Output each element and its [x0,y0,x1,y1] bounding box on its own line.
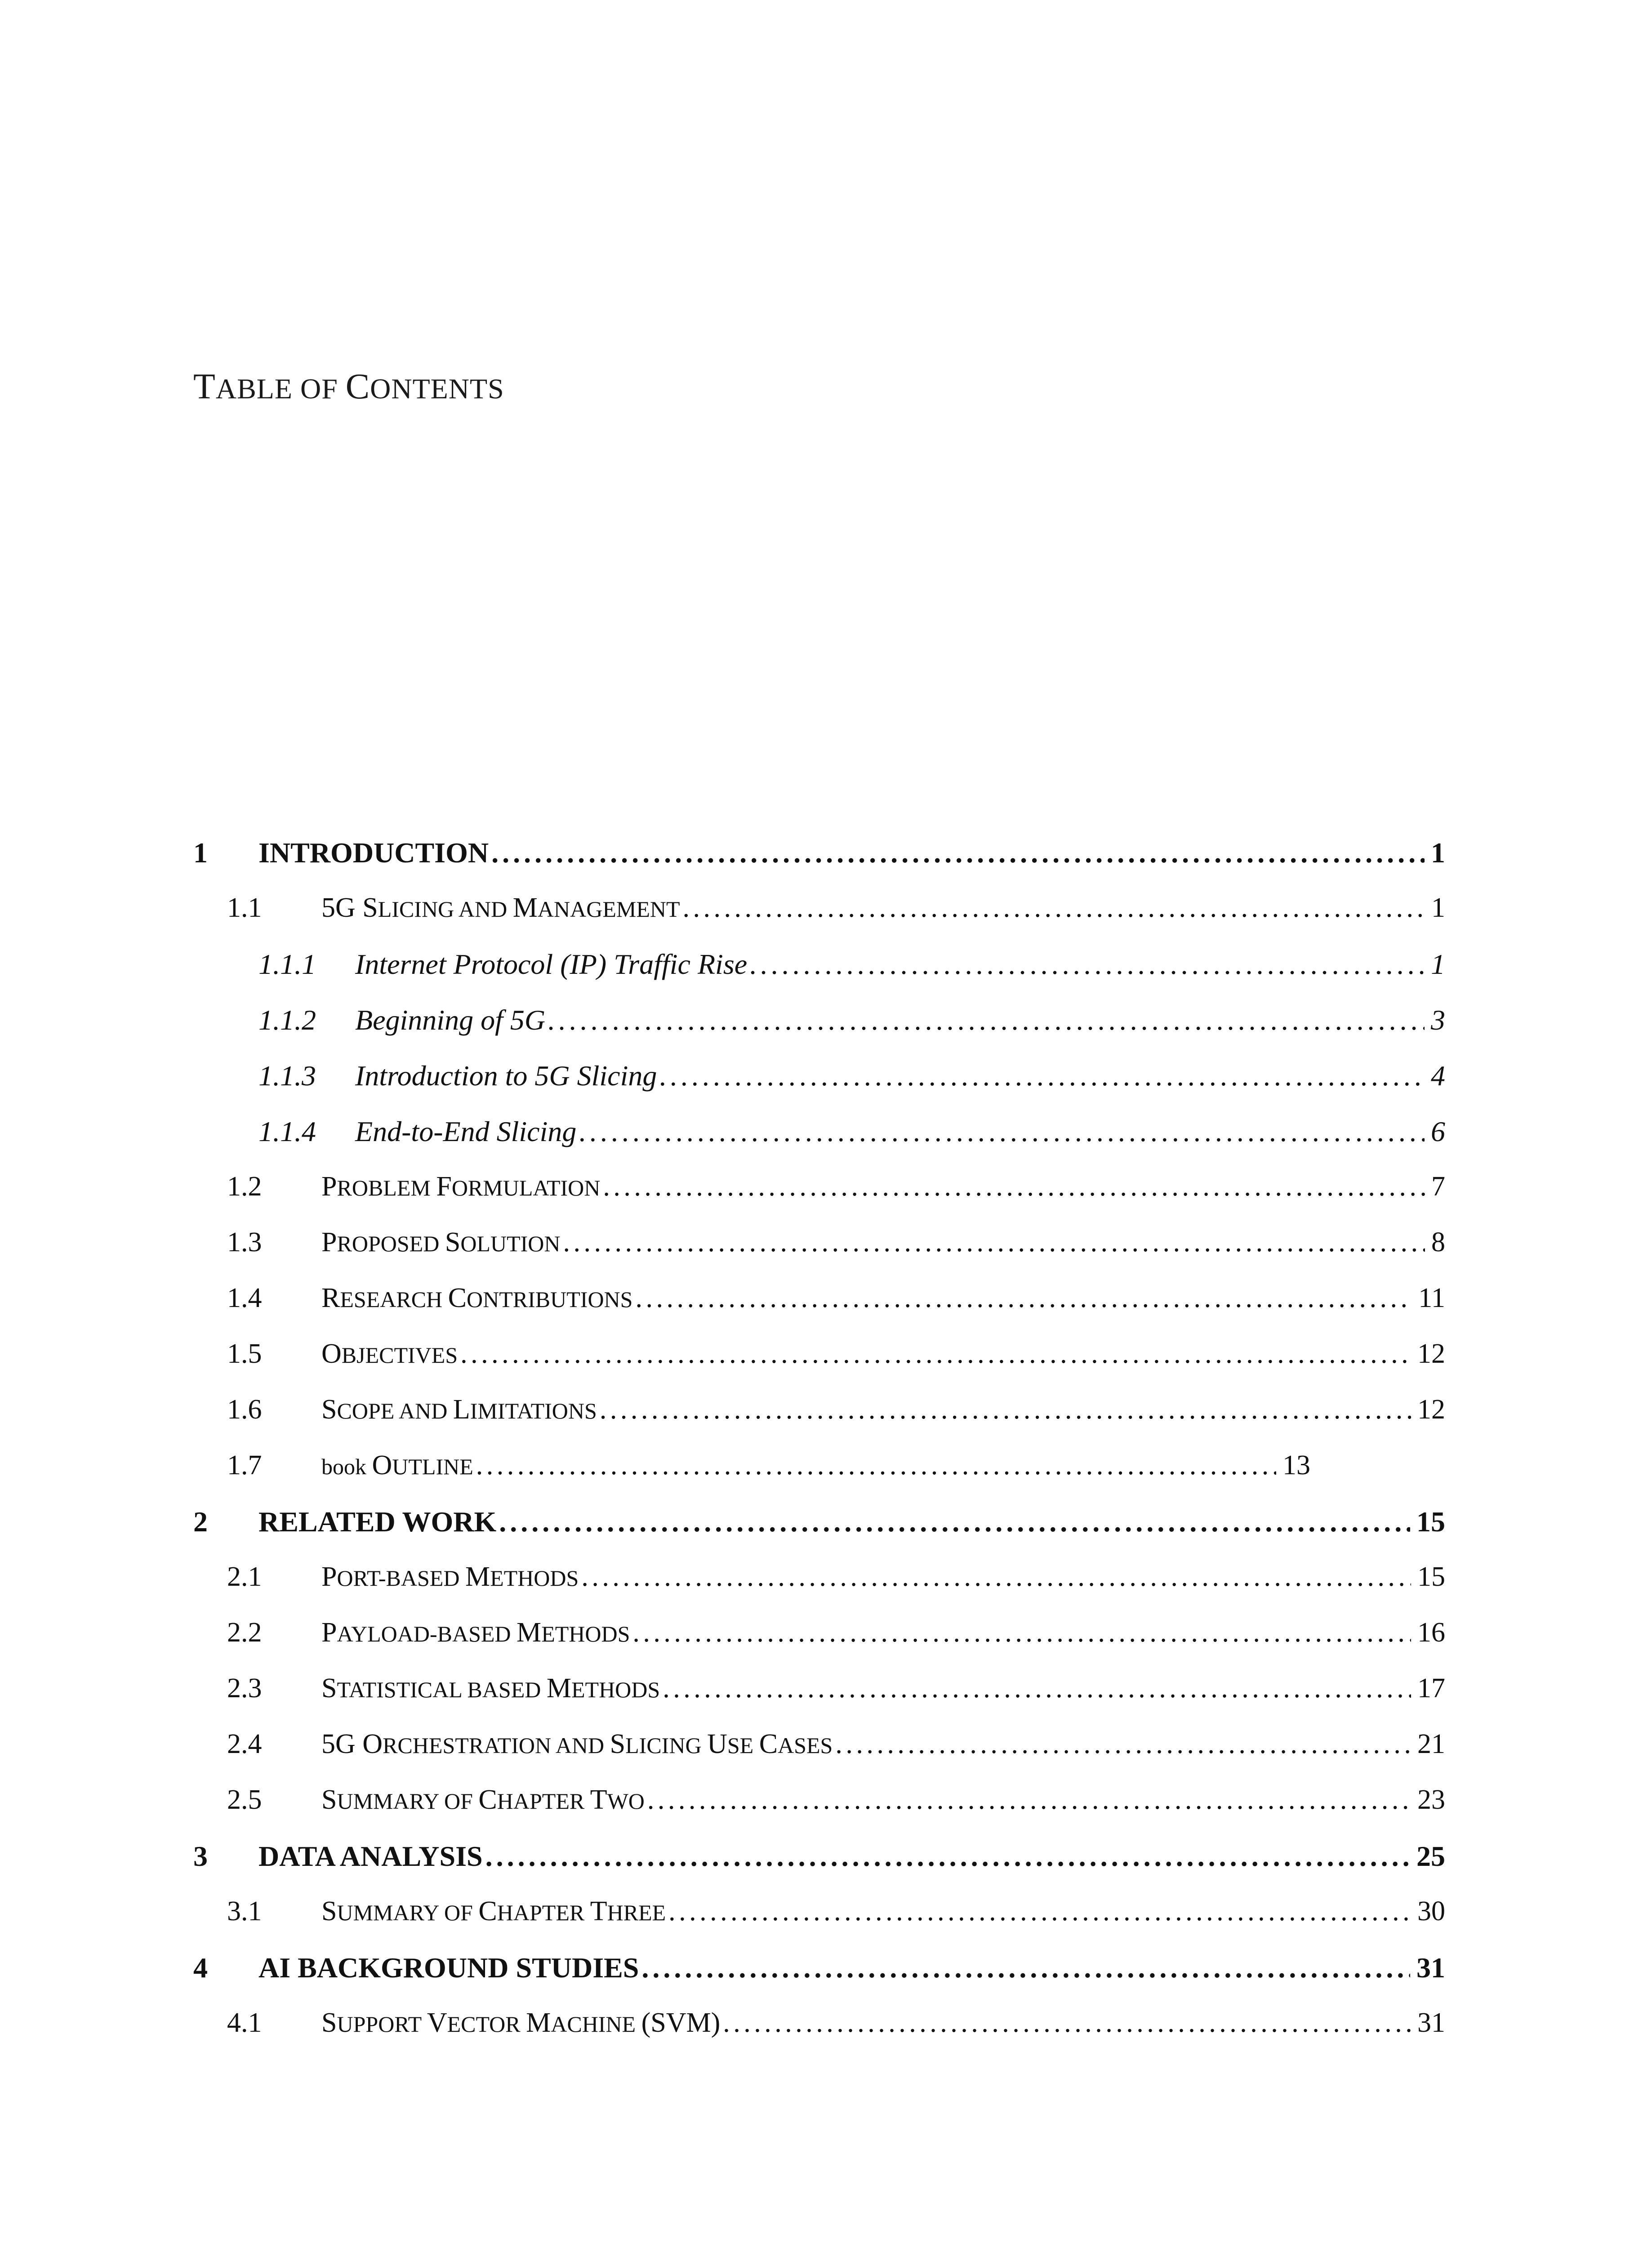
toc-title-initial: S [321,1896,337,1927]
toc-entry-number: 2.2 [227,1617,262,1648]
toc-page-number: 16 [1417,1617,1445,1648]
toc-title-initial: O [362,1729,383,1759]
toc-title-initial: C [448,1283,467,1313]
toc-title-initial: S [321,1784,337,1815]
toc-entry-number: 1.2 [227,1171,262,1202]
toc-entry-number: 1.1.3 [258,1060,316,1092]
toc-page-number: 8 [1431,1227,1445,1258]
toc-entry-number: 1.1.1 [258,948,316,980]
toc-entry-title: AI BACKGROUND STUDIES [258,1952,639,1984]
toc-dot-leader [563,1227,1425,1258]
page-title [193,369,504,405]
toc-title-smallcaps: IMITATIONS [470,1398,597,1423]
toc-title-suffix: (SVM) [641,2007,721,2038]
toc-entry-title: INTRODUCTION [258,837,489,869]
toc-title-smallcaps: UMMARY OF [337,1789,479,1814]
toc-entry-number: 4 [193,1952,208,1984]
toc-entry-title [321,1282,632,1314]
toc-title-smallcaps: ETHODS [541,1621,630,1646]
toc-title-initial: S [445,1227,461,1258]
toc-dot-leader [641,1951,1410,1985]
title-smallcaps-contents: ONTENTS [370,373,504,405]
toc-entry-title [321,1617,630,1649]
toc-title-initial: M [526,2007,551,2038]
toc-page-number: 21 [1417,1729,1445,1759]
toc-title-initial: R [321,1283,340,1313]
toc-title-smallcaps: ONTRIBUTIONS [467,1287,633,1312]
toc-entry-title [321,1561,579,1593]
toc-section-row[interactable] [0,1784,1652,1840]
toc-dot-leader [603,1171,1425,1203]
toc-page-number: 6 [1431,1115,1445,1147]
toc-title-initial: C [478,1896,497,1927]
toc-page-number: 12 [1417,1338,1445,1369]
toc-subsection-row[interactable] [0,1115,1652,1171]
toc-title-smallcaps: RCHESTRATION AND [383,1733,610,1758]
toc-entry-title [321,1171,600,1203]
toc-entry-title: Internet Protocol (IP) Traffic Rise [355,948,748,980]
toc-entry-number: 1.5 [227,1338,262,1369]
toc-dot-leader [635,1282,1412,1314]
toc-entry-title: Introduction to 5G Slicing [355,1060,657,1092]
toc-dot-leader [600,1394,1411,1426]
toc-entry-title: Beginning of 5G [355,1004,546,1036]
toc-dot-leader [659,1059,1425,1093]
toc-dot-leader [632,1617,1411,1649]
toc-page-number: 1 [1431,892,1445,923]
toc-page-number: 1 [1431,948,1445,980]
toc-title-smallcaps: ESEARCH [340,1287,448,1312]
toc-entry-title [321,1227,560,1258]
toc-entry-title [321,1673,660,1704]
toc-subsection-row[interactable] [0,1059,1652,1115]
toc-entry-title [321,1338,458,1370]
toc-dot-leader [548,1004,1425,1037]
toc-title-smallcaps: BJECTIVES [341,1343,458,1368]
toc-entry-number: 2.3 [227,1673,262,1704]
toc-title-smallcaps: ACHINE [551,2012,641,2037]
title-initial-t: T [193,367,216,406]
toc-page-number: 4 [1431,1060,1445,1092]
toc-title-smallcaps: WO [607,1789,645,1814]
toc-title-initial: T [590,1784,607,1815]
toc-section-row[interactable] [0,1338,1652,1394]
toc-section-row[interactable] [0,1282,1652,1338]
toc-title-prefix: book [321,1454,372,1479]
toc-title-initial: S [610,1729,626,1759]
toc-entry-number: 1.4 [227,1283,262,1313]
toc-title-smallcaps: ECTOR [447,2012,526,2037]
toc-page-number: 3 [1431,1004,1445,1036]
toc-title-smallcaps: LICING [625,1733,708,1758]
toc-page-number: 15 [1417,1561,1445,1592]
toc-title-smallcaps: UMMARY OF [337,1900,479,1925]
toc-title-initial: M [517,1617,542,1648]
toc-title-initial: C [478,1784,497,1815]
table-of-contents [0,836,1652,2063]
toc-entry-number: 1.1 [227,892,262,923]
toc-dot-leader [579,1115,1425,1148]
toc-dot-leader [683,892,1425,924]
toc-title-initial: P [321,1617,337,1648]
toc-entry-title [321,1394,597,1426]
toc-title-smallcaps: ORMULATION [451,1175,601,1200]
toc-dot-leader [647,1784,1411,1816]
toc-entry-title [321,1450,473,1481]
toc-title-smallcaps: ASES [778,1733,833,1758]
toc-page-number: 31 [1417,2007,1445,2038]
toc-entry-number: 2.4 [227,1729,262,1759]
toc-entry-number: 1.1.4 [258,1115,316,1147]
toc-chapter-row[interactable] [0,1951,1652,2007]
toc-entry-number: 4.1 [227,2007,262,2038]
toc-entry-number: 3 [193,1840,208,1872]
toc-page-number: 12 [1417,1394,1445,1425]
toc-entry-number: 1.6 [227,1394,262,1425]
toc-title-initial: P [321,1171,337,1202]
toc-entry-title: DATA ANALYSIS [258,1840,483,1872]
toc-title-smallcaps: COPE AND [337,1398,453,1423]
toc-section-row[interactable] [0,1450,1652,1505]
toc-section-row[interactable] [0,892,1652,948]
toc-entry-number: 1.7 [227,1450,262,1481]
toc-title-smallcaps: ANAGEMENT [537,897,680,922]
toc-title-smallcaps: AYLOAD-BASED [337,1621,517,1646]
toc-entry-number: 2 [193,1506,208,1538]
toc-page-number: 1 [1431,837,1445,869]
toc-page-number: 7 [1431,1171,1445,1202]
toc-dot-leader [491,836,1425,870]
title-initial-c: C [345,367,370,406]
toc-chapter-row[interactable] [0,1840,1652,1896]
toc-title-smallcaps: HAPTER [497,1789,590,1814]
toc-entry-title [321,2007,720,2039]
toc-section-row[interactable] [0,1227,1652,1282]
toc-entry-title [321,1896,666,1927]
toc-section-row[interactable] [0,1673,1652,1728]
toc-title-initial: O [321,1338,342,1369]
toc-entry-number: 1.1.2 [258,1004,316,1036]
toc-dot-leader [723,2007,1411,2039]
toc-dot-leader [668,1896,1411,1927]
toc-title-initial: S [321,1673,337,1704]
toc-title-smallcaps: UPPORT [337,2012,427,2037]
toc-title-initial: S [321,1394,337,1425]
toc-title-initial: S [362,892,378,923]
toc-dot-leader [663,1673,1411,1704]
toc-page-number: 30 [1417,1896,1445,1927]
toc-entry-title [321,892,680,924]
toc-entry-title [321,1728,833,1760]
toc-dot-leader [499,1505,1410,1539]
toc-title-initial: P [321,1561,337,1592]
toc-title-initial: U [707,1729,727,1759]
toc-page-number: 23 [1417,1784,1445,1815]
toc-dot-leader [476,1450,1276,1481]
toc-section-row[interactable] [0,1896,1652,1951]
toc-title-prefix: 5G [321,892,363,923]
toc-title-initial: P [321,1227,337,1258]
toc-dot-leader [485,1840,1410,1873]
toc-title-smallcaps: ORT-BASED [337,1566,465,1591]
toc-title-smallcaps: ETHODS [571,1677,660,1702]
toc-title-initial: V [427,2007,447,2038]
toc-chapter-row[interactable] [0,836,1652,892]
toc-entry-number: 2.5 [227,1784,262,1815]
toc-entry-title: End-to-End Slicing [355,1115,577,1147]
toc-title-smallcaps: ROBLEM [337,1175,436,1200]
toc-dot-leader [835,1728,1411,1760]
toc-section-row[interactable] [0,1171,1652,1227]
toc-title-prefix: 5G [321,1729,363,1759]
toc-title-initial: L [453,1394,470,1425]
toc-title-initial: M [465,1561,490,1592]
toc-entry-title [321,1784,645,1816]
title-smallcaps-table-of: ABLE OF [215,373,346,405]
toc-title-smallcaps: HREE [607,1900,666,1925]
toc-section-row[interactable] [0,2007,1652,2063]
toc-title-initial: T [590,1896,607,1927]
toc-entry-number: 3.1 [227,1896,262,1927]
toc-dot-leader [460,1338,1411,1370]
toc-section-row[interactable] [0,1394,1652,1450]
toc-page-number: 17 [1417,1673,1445,1704]
toc-page-number: 31 [1416,1952,1445,1984]
toc-chapter-row[interactable] [0,1505,1652,1561]
toc-page-number: 11 [1418,1283,1445,1313]
toc-dot-leader [581,1561,1411,1593]
toc-title-initial: O [372,1450,392,1481]
toc-title-smallcaps: OLUTION [460,1231,561,1256]
toc-page-number: 13 [1282,1450,1310,1481]
toc-title-smallcaps: ROPOSED [337,1231,445,1256]
toc-entry-number: 1 [193,837,208,869]
toc-title-smallcaps: SE [727,1733,759,1758]
toc-title-initial: M [512,892,538,923]
toc-subsection-row[interactable] [0,948,1652,1004]
toc-entry-number: 1.3 [227,1227,262,1258]
toc-title-initial: M [546,1673,571,1704]
toc-title-initial: F [436,1171,452,1202]
toc-title-smallcaps: TATISTICAL BASED [337,1677,547,1702]
toc-title-initial: C [759,1729,778,1759]
toc-title-smallcaps: LICING AND [378,897,513,922]
toc-entry-number: 2.1 [227,1561,262,1592]
toc-section-row[interactable] [0,1561,1652,1617]
toc-dot-leader [750,948,1425,981]
toc-entry-title: RELATED WORK [258,1506,497,1538]
toc-section-row[interactable] [0,1617,1652,1673]
toc-title-smallcaps: HAPTER [497,1900,590,1925]
toc-title-initial: S [321,2007,337,2038]
toc-page-number: 15 [1416,1506,1445,1538]
toc-page-number: 25 [1416,1840,1445,1872]
toc-section-row[interactable] [0,1728,1652,1784]
toc-title-smallcaps: UTLINE [392,1454,473,1479]
toc-title-smallcaps: ETHODS [490,1566,579,1591]
toc-subsection-row[interactable] [0,1004,1652,1059]
